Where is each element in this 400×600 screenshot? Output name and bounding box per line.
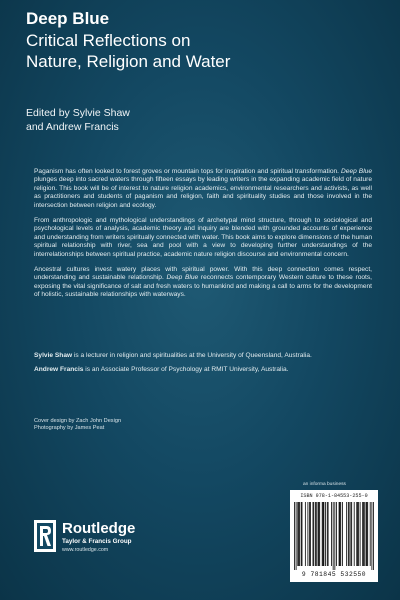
barcode-label xyxy=(290,490,378,582)
barcode-bar xyxy=(328,502,329,566)
barcode-bar xyxy=(336,502,337,566)
barcode-bar xyxy=(316,502,317,566)
bio-name: Andrew Francis xyxy=(34,366,84,374)
cover-credits xyxy=(34,418,234,433)
barcode-bar xyxy=(373,502,374,570)
book-title: Deep Blue xyxy=(26,9,110,28)
isbn-text: ISBN 978-1-84553-255-0 xyxy=(300,493,368,499)
barcode-bar xyxy=(358,502,359,566)
description-paragraph-2: From anthropologic and mythological understandings of archetypal mind structure, through to sociological and psychological levels of analysis, academic theory and inquiry are blended with grounded accounts of experience and understanding from writers spiritually connected with water. This book aims to explore dimensions of the human spiritual relationship with river, sea and pool with a view to developing further understandings of the interrelationships between spiritual practice, academic nature religion discourse and environmental concern. xyxy=(34,217,372,258)
publisher-logo xyxy=(34,520,194,560)
editors-line-1: Edited by Sylvie Shaw xyxy=(26,107,130,119)
barcode-bar xyxy=(348,502,349,566)
description-text: plunges deep into sacred waters through fifteen essays by leading writers in the expanding academic field of nature religion. This book will be of interest to nature religion academics, environmental researchers and activists, as well as practitioners and students of paganism and religion, faith and spirituality studies and those involved in the intersection between religion and ecology. xyxy=(34,176,372,209)
barcode-bar xyxy=(318,502,319,566)
barcode-bar xyxy=(309,502,310,566)
barcode-bar xyxy=(310,502,311,566)
barcode-bar xyxy=(318,502,319,566)
barcode-bar xyxy=(323,502,324,566)
editors xyxy=(26,106,366,134)
barcode-bar xyxy=(313,502,314,566)
barcode-bar xyxy=(301,502,302,566)
barcode-bar xyxy=(299,502,300,566)
book-subtitle-line-2: Nature, Religion and Water xyxy=(26,52,231,71)
cover-design-credit: Cover design by Zach John Design xyxy=(34,418,122,424)
description-text: Ancestral cultures invest watery places with spiritual power. With this deep connection comes respect, understanding and sustainable relationship. xyxy=(34,266,372,282)
barcode-bar xyxy=(342,502,343,566)
bio-text: is a lecturer in religion and spiritualities at the University of Queensland, Australia. xyxy=(72,352,312,359)
barcode-bar xyxy=(319,502,320,566)
book-subtitle-line-1: Critical Reflections on xyxy=(26,31,191,50)
photography-credit: Photography by James Peat xyxy=(34,425,105,432)
description-text: reconnects contemporary Western culture to these roots, exposing the vital significance of salt and fresh waters to humankind and making a call to arms for the development of holistic, sustainable relationships with waterways. xyxy=(34,274,372,299)
barcode-bar xyxy=(331,502,332,566)
barcode-bar xyxy=(333,502,334,570)
book-title-italic: Deep Blue xyxy=(341,168,372,175)
barcode-bar xyxy=(322,502,323,566)
barcode-bar xyxy=(367,502,368,566)
barcode-bar xyxy=(366,502,367,566)
barcode-icon xyxy=(294,502,374,570)
barcode-bar xyxy=(360,502,361,566)
barcode-bar xyxy=(354,502,355,566)
barcode-bar xyxy=(350,502,351,566)
barcode-bar xyxy=(296,502,297,570)
barcode-bar xyxy=(349,502,350,566)
bio-shaw xyxy=(34,352,372,360)
barcode-bar xyxy=(362,502,363,566)
barcode-bar xyxy=(307,502,308,566)
barcode-bar xyxy=(339,502,340,566)
barcode-bar xyxy=(302,502,303,566)
barcode-bar xyxy=(370,502,371,566)
publisher-url: www.routledge.com xyxy=(62,547,109,553)
barcode-bar xyxy=(327,502,328,566)
barcode-bar xyxy=(351,502,352,566)
publisher-name: Routledge xyxy=(62,520,136,537)
barcode-bar xyxy=(357,502,358,566)
barcode-bar xyxy=(294,502,295,570)
barcode-bar xyxy=(334,502,335,570)
barcode-bar xyxy=(346,502,347,566)
author-bios xyxy=(34,352,372,381)
bio-name: Sylvie Shaw xyxy=(34,352,73,359)
barcode-bar xyxy=(363,502,364,566)
informa-tagline: an informa business xyxy=(303,482,346,487)
routledge-logo-icon xyxy=(34,520,56,552)
barcode-bar xyxy=(371,502,372,570)
description-text: Paganism has often looked to forest groves or mountain tops for inspiration and spiritual transformation. xyxy=(34,168,342,175)
title-block xyxy=(26,8,386,72)
barcode-bar xyxy=(366,502,367,566)
barcode-bar xyxy=(297,502,298,566)
barcode-bar xyxy=(340,502,341,566)
publisher-group: Taylor & Francis Group xyxy=(62,538,132,545)
description xyxy=(34,168,372,307)
description-paragraph-1 xyxy=(34,168,372,210)
bio-text: is an Associate Professor of Psychology at RMIT University, Australia. xyxy=(83,366,289,374)
barcode-bar xyxy=(305,502,306,566)
barcode-bar xyxy=(364,502,365,566)
barcode-bar xyxy=(325,502,326,566)
bio-francis xyxy=(34,366,372,374)
ean-digits: 9 781845 532550 xyxy=(301,571,367,578)
description-paragraph-3 xyxy=(34,266,372,300)
barcode-bar xyxy=(356,502,357,566)
barcode-bar xyxy=(298,502,299,566)
barcode-bar xyxy=(313,502,314,566)
barcode-bar xyxy=(315,502,316,566)
book-title-italic: Deep Blue xyxy=(166,274,199,282)
barcode-bar xyxy=(339,502,340,566)
editors-line-2: and Andrew Francis xyxy=(26,121,119,133)
barcode-bar xyxy=(323,502,324,566)
